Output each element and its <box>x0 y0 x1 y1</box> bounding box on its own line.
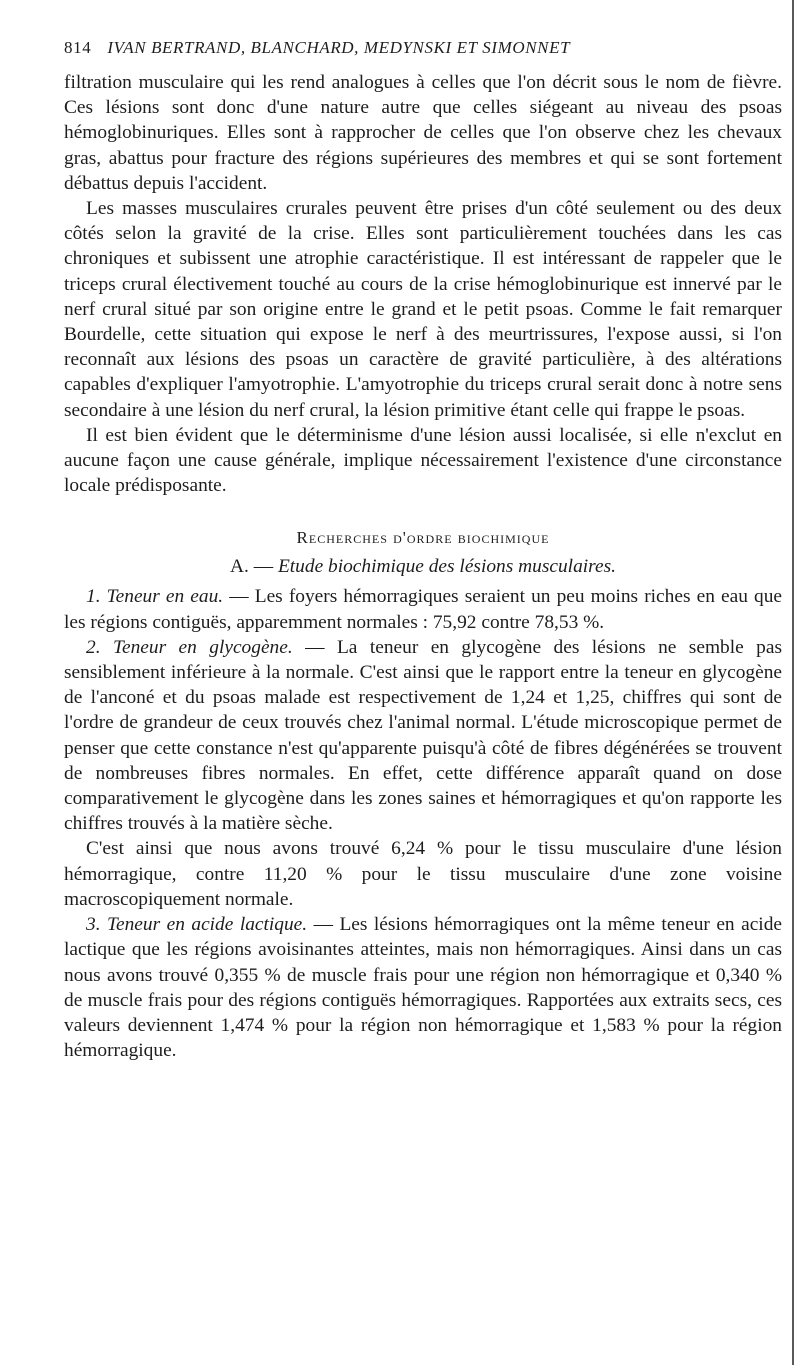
paragraph-2: Les masses musculaires crurales peuvent être prises d'un côté seulement ou des deux côtés selon la gravité de la crise. Elles sont particulièrement touchées dans les cas chroniques et subissent une atrophie caractéristique. Il est intéressant de rappeler que le triceps crural électivement touché au cours de la crise hémoglobinurique est innervé par le nerf crural situé par son origine entre le grand et le petit psoas. Comme le fait remarquer Bourdelle, cette situation qui expose le nerf à des meurtrissures, l'expose aussi, si l'on reconnaît aux lésions des psoas un caractère de gravité particulière, à des altérations capables d'expliquer l'amyotrophie. L'amyotrophie du triceps crural serait donc à notre sens secondaire à une lésion du nerf crural, la lésion primitive étant celle qui frappe le psoas. <box>64 198 782 421</box>
subsection-letter: A. — <box>230 556 274 578</box>
page-number: 814 <box>64 38 92 57</box>
item-1-label: 1. Teneur en eau. <box>86 586 224 608</box>
page-edge-line <box>792 0 794 1365</box>
page-content <box>64 38 782 1063</box>
running-header <box>64 38 782 58</box>
item-2-continuation: C'est ainsi que nous avons trouvé 6,24 % pour le tissu musculaire d'une lésion hémorragique, contre 11,20 % pour le tissu musculaire d'une zone voisine macroscopiquement normale. <box>64 838 782 910</box>
subsection-title <box>64 556 782 578</box>
section-title: Recherches d'ordre biochimique <box>296 528 550 548</box>
item-1-text: — Les foyers hémorragiques seraient un peu moins riches en eau que les régions contiguës, apparemment normales : 75,92 contre 78,53 %. <box>64 586 782 633</box>
paragraph-1: filtration musculaire qui les rend analogues à celles que l'on décrit sous le nom de fièvre. Ces lésions sont donc d'une nature autre que celles siégeant au niveau des psoas hémoglobinuriques. Elles sont à rapprocher de celles que l'on observe chez les chevaux gras, abattus pour fracture des régions supérieures des membres et qui se sont fortement débattus depuis l'accident. <box>64 72 782 194</box>
paragraph-3: Il est bien évident que le déterminisme d'une lésion aussi localisée, si elle n'exclut en aucune façon une cause générale, implique nécessairement l'existence d'une circonstance locale prédisposante. <box>64 424 782 497</box>
item-3-label: 3. Teneur en acide lactique. <box>86 914 308 936</box>
item-2-text: — La teneur en glycogène des lésions ne semble pas sensiblement inférieure à la normale. C'est ainsi que le rapport entre la teneur en glycogène de l'anconé et du psoas malade est respectivement de 1,24 et 1,25, chiffres qui sont de l'ordre de grandeur de ceux trouvés chez l'animal normal. L'étude microscopique permet de penser que cette constance n'est qu'apparente puisqu'à côté de fibres dégénérées se trouvent de nombreuses fibres normales. En effet, cette différence apparaît quand on dose comparativement le glycogène dans les zones saines et hémorragiques et qu'on rapporte les chiffres trouvés à la matière sèche. <box>64 636 783 835</box>
item-2-label: 2. Teneur en glycogène. <box>86 636 293 658</box>
item-1 <box>64 584 782 634</box>
item-3 <box>64 912 782 1063</box>
item-3-text: — Les lésions hémorragiques ont la même teneur en acide lactique que les régions avoisinantes atteintes, mais non hémorragiques. Ainsi dans un cas nous avons trouvé 0,355 % de muscle frais pour une région non hémorragique et 0,340 % de muscle frais pour des régions contiguës hémorragiques. Rapportées aux extraits secs, ces valeurs deviennent 1,474 % pour la région non hémorragique et 1,583 % pour la région hémorragique. <box>64 914 782 1062</box>
item-2 <box>64 635 782 837</box>
subsection-name: Etude biochimique des lésions musculaires. <box>277 556 616 578</box>
running-header-authors: IVAN BERTRAND, BLANCHARD, MEDYNSKI ET SIMONNET <box>107 38 571 57</box>
